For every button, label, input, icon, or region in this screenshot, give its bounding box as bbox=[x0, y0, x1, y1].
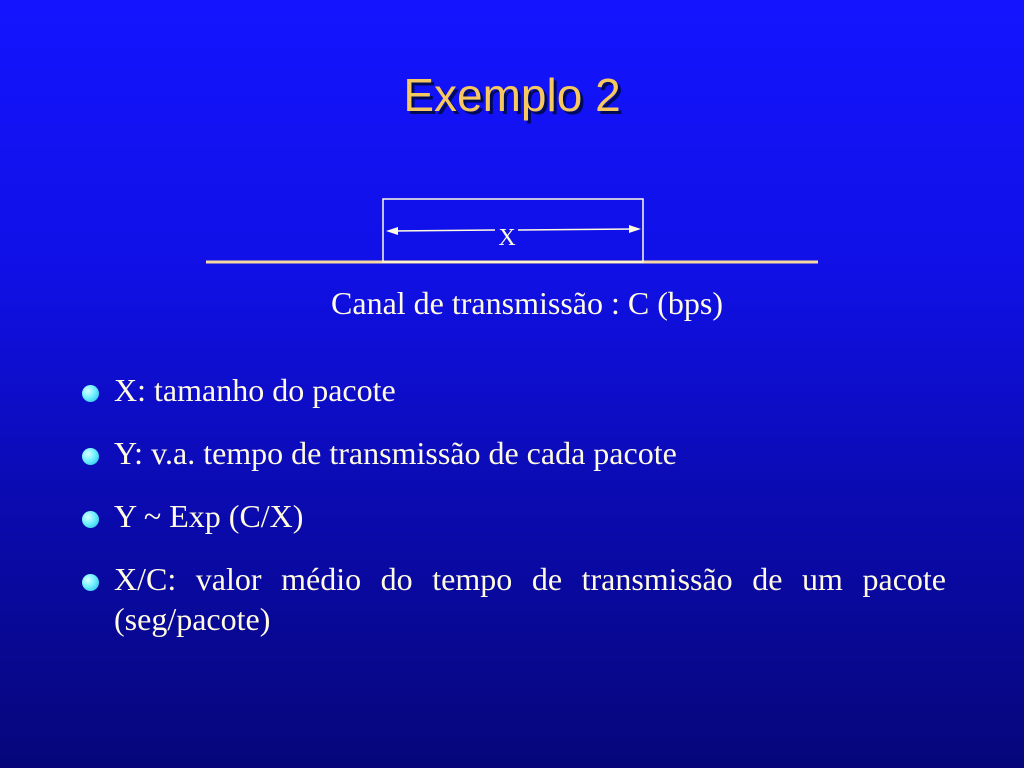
packet-size-label: X bbox=[498, 225, 516, 251]
channel-caption: Canal de transmissão : C (bps) bbox=[331, 285, 723, 321]
bullet-icon bbox=[82, 511, 99, 528]
channel-diagram bbox=[0, 0, 1024, 300]
bullet-text: Y ~ Exp (C/X) bbox=[114, 498, 304, 534]
bullet-text: X: tamanho do pacote bbox=[114, 372, 396, 408]
list-item bbox=[80, 559, 946, 639]
list-item bbox=[80, 370, 946, 410]
arrow-head-left bbox=[386, 227, 398, 235]
bullet-list bbox=[80, 370, 946, 662]
bullet-text: X/C: valor médio do tempo de transmissão de um pacote (seg/pacote) bbox=[114, 561, 946, 637]
packet-width-arrow bbox=[392, 230, 495, 231]
arrow-head-right bbox=[629, 225, 641, 233]
packet-width-arrow-right bbox=[518, 229, 634, 230]
bullet-icon bbox=[82, 385, 99, 402]
slide-title: Exemplo 2 bbox=[403, 69, 621, 121]
list-item bbox=[80, 496, 946, 536]
bullet-icon bbox=[82, 448, 99, 465]
bullet-icon bbox=[82, 574, 99, 591]
list-item bbox=[80, 433, 946, 473]
bullet-text: Y: v.a. tempo de transmissão de cada pacote bbox=[114, 435, 677, 471]
